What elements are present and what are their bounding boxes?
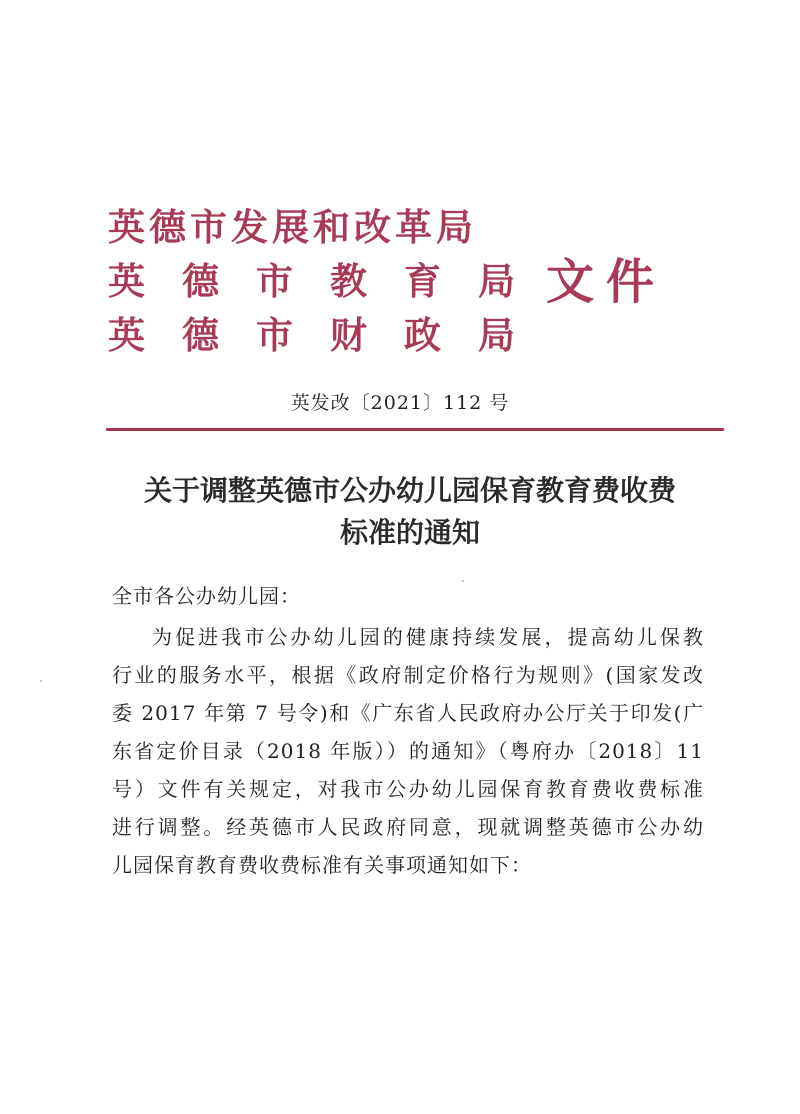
body-line-6: 进行调整。经英德市人民政府同意，现就调整英德市公办幼 <box>112 815 704 839</box>
issuer-education-bureau: 英德市教育局 <box>108 260 552 303</box>
document-header <box>108 200 668 360</box>
header-divider <box>106 428 724 431</box>
body-line-3: 委 2017 年第 7 号令)和《广东省人民政府办公厅关于印发(广 <box>112 701 704 725</box>
scan-speck <box>40 680 42 682</box>
body-line-5: 号）文件有关规定，对我市公办幼儿园保育教育费收费标准 <box>112 777 704 801</box>
body-paragraph <box>112 618 704 884</box>
document-type-label: 文件 <box>546 254 667 310</box>
issuer-finance-bureau: 英德市财政局 <box>108 314 552 357</box>
document-number: 英发改〔2021〕112 号 <box>290 392 510 414</box>
title-line-2: 标准的通知 <box>339 516 480 549</box>
scan-speck <box>462 580 464 582</box>
body-line-4: 东省定价目录（2018 年版））的通知》（粤府办〔2018〕11 <box>112 739 704 763</box>
body-line-2: 行业的服务水平，根据《政府制定价格行为规则》(国家发改 <box>112 663 704 687</box>
body-line-7: 儿园保育教育费收费标准有关事项通知如下： <box>112 853 532 877</box>
issuer-development-reform-bureau: 英德市发展和改革局 <box>108 206 477 249</box>
title-line-1: 关于调整英德市公办幼儿园保育教育费收费 <box>143 474 676 507</box>
body-line-1: 为促进我市公办幼儿园的健康持续发展，提高幼儿保教 <box>152 625 704 649</box>
salutation: 全市各公办幼儿园： <box>112 584 301 608</box>
document-title <box>100 470 720 554</box>
